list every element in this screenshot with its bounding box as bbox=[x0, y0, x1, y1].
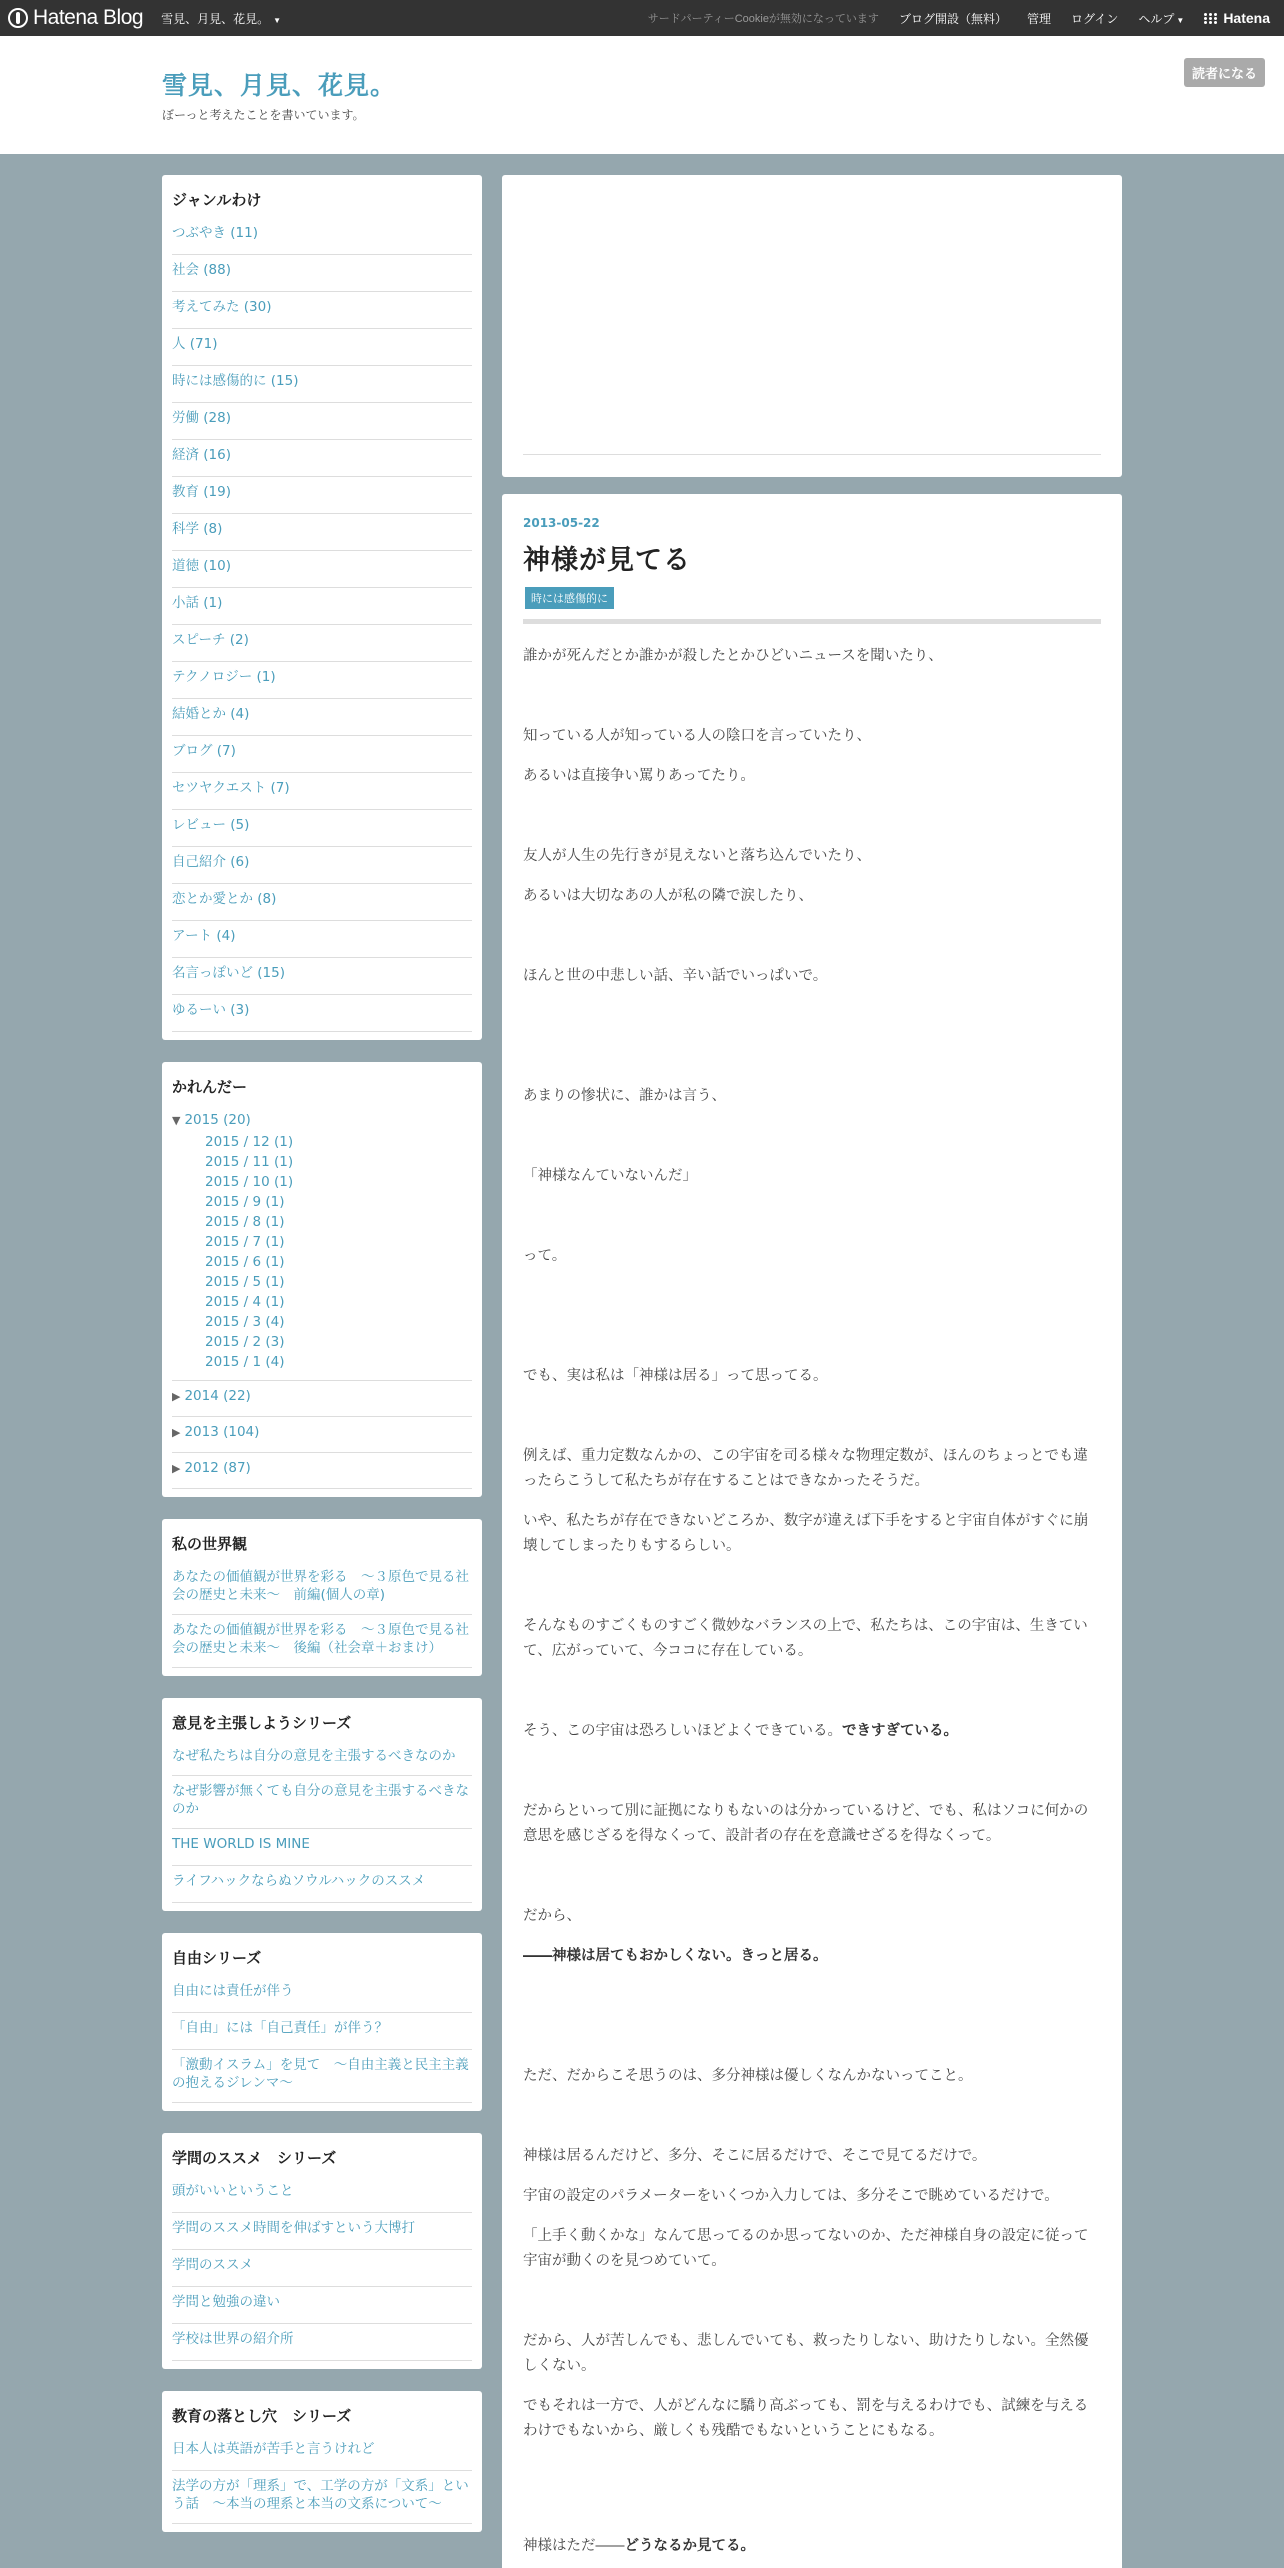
archive-month-link[interactable]: 2015 / 10 (1) bbox=[205, 1174, 294, 1190]
hatena-label: Hatena bbox=[1223, 10, 1270, 26]
sidebar-link[interactable]: ゆるーい (3) bbox=[172, 995, 472, 1032]
entry-paragraph: 宇宙の設定のパラメーターをいくつか入力しては、多分そこで眺めているだけで。 bbox=[523, 2188, 1059, 2204]
entry-paragraph bbox=[523, 1719, 1101, 1744]
global-header bbox=[0, 0, 1284, 36]
sidebar-link[interactable]: なぜ私たちは自分の意見を主張するべきなのか bbox=[172, 1741, 472, 1776]
entry-paragraph: って。 bbox=[523, 1248, 567, 1264]
ad-area bbox=[502, 175, 1122, 477]
entry-paragraph: ただ、だからこそ思うのは、多分神様は優しくなんかないってこと。 bbox=[523, 2068, 973, 2084]
entry-paragraph: 「上手く動くかな」なんて思ってるのか思ってないのか、ただ神様自身の設定に従って宇宙が動くのを見つめていて。 bbox=[523, 2228, 1089, 2269]
sidebar-link[interactable]: 経済 (16) bbox=[172, 440, 472, 477]
archive-year-toggle[interactable] bbox=[172, 1453, 472, 1489]
sidebar-link[interactable]: なぜ影響が無くても自分の意見を主張するべきなのか bbox=[172, 1776, 472, 1829]
sidebar-link[interactable]: 学問と勉強の違い bbox=[172, 2287, 472, 2324]
entry-paragraph: ほんと世の中悲しい話、辛い話でいっぱいで。 bbox=[523, 968, 828, 984]
sidebar bbox=[162, 175, 482, 2554]
entry-bold-text: ――神様は居てもおかしくない。きっと居る。 bbox=[523, 1948, 828, 1964]
sidebar-link[interactable]: レビュー (5) bbox=[172, 810, 472, 847]
entry-paragraph: でも、実は私は「神様は居る」って思ってる。 bbox=[523, 1368, 828, 1384]
module-title: 教育の落とし穴 シリーズ bbox=[172, 2407, 352, 2425]
archive-year-toggle[interactable] bbox=[172, 1105, 472, 1130]
logo-text: Hatena Blog bbox=[33, 6, 144, 29]
sidebar-link[interactable]: 自己紹介 (6) bbox=[172, 847, 472, 884]
entry-article bbox=[502, 494, 1122, 2568]
archive-closed-years bbox=[172, 1381, 472, 1489]
archive-month-link[interactable]: 2015 / 12 (1) bbox=[205, 1134, 294, 1150]
entry-text: そう、この宇宙は恐ろしいほどよくできている。 bbox=[523, 1723, 842, 1739]
sidebar-link[interactable]: 結婚とか (4) bbox=[172, 699, 472, 736]
archive-month-link[interactable]: 2015 / 5 (1) bbox=[205, 1274, 285, 1290]
sidebar-link[interactable]: テクノロジー (1) bbox=[172, 662, 472, 699]
archive-year-label: 2013 (104) bbox=[184, 1424, 260, 1440]
module-title: 意見を主張しようシリーズ bbox=[172, 1714, 352, 1732]
sidebar-link[interactable]: 労働 (28) bbox=[172, 403, 472, 440]
archive-month-link[interactable]: 2015 / 11 (1) bbox=[205, 1154, 294, 1170]
triangle-down-icon: ▼ bbox=[172, 1114, 181, 1127]
entry-paragraph bbox=[523, 1944, 1101, 1969]
blog-switcher[interactable] bbox=[161, 10, 281, 27]
help-menu[interactable] bbox=[1138, 10, 1184, 27]
sidebar-link[interactable]: あなたの価値観が世界を彩る ～３原色で見る社会の歴史と未来～ 前編(個人の章) bbox=[172, 1562, 472, 1615]
chevron-down-icon: ▼ bbox=[1176, 15, 1185, 25]
chevron-down-icon: ▼ bbox=[273, 15, 282, 25]
entry-paragraph: 誰かが死んだとか誰かが殺したとかひどいニュースを聞いたり、 bbox=[523, 648, 943, 664]
global-header-links bbox=[648, 0, 1284, 36]
divider bbox=[523, 454, 1101, 455]
admin-link[interactable]: 管理 bbox=[1026, 11, 1051, 26]
sidebar-link[interactable]: 「自由」には「自己責任」が伴う？ bbox=[172, 2013, 472, 2050]
education-series-module bbox=[162, 2391, 482, 2532]
archive-year-label: 2015 (20) bbox=[184, 1112, 251, 1128]
archive-month-link[interactable]: 2015 / 8 (1) bbox=[205, 1214, 285, 1230]
entry-paragraph: 友人が人生の先行きが見えないと落ち込んでいたり、 bbox=[523, 848, 871, 864]
archive-month-link[interactable]: 2015 / 2 (3) bbox=[205, 1334, 285, 1350]
archive-month-link[interactable]: 2015 / 3 (4) bbox=[205, 1314, 285, 1330]
calendar-module bbox=[162, 1062, 482, 1497]
hatena-blog-logo-icon bbox=[8, 8, 28, 28]
sidebar-link[interactable]: 科学 (8) bbox=[172, 514, 472, 551]
archive-month-link[interactable]: 2015 / 9 (1) bbox=[205, 1194, 285, 1210]
archive-year-toggle[interactable] bbox=[172, 1381, 472, 1417]
triangle-right-icon: ▶ bbox=[172, 1462, 181, 1475]
hatena-dots-icon bbox=[1204, 13, 1218, 24]
archive-month-link[interactable]: 2015 / 1 (4) bbox=[205, 1354, 285, 1370]
entry-paragraph: 知っている人が知っている人の陰口を言っていたり、 bbox=[523, 728, 871, 744]
opinion-series-module bbox=[162, 1698, 482, 1911]
entry-bold-text: どうなるか見てる。 bbox=[624, 2538, 755, 2554]
genre-module bbox=[162, 175, 482, 1040]
link-list bbox=[172, 2434, 472, 2524]
sidebar-link[interactable]: 人 (71) bbox=[172, 329, 472, 366]
module-title: かれんだー bbox=[172, 1078, 248, 1096]
entry-text: 神様はただ―― bbox=[523, 2538, 625, 2554]
module-title: 自由シリーズ bbox=[172, 1949, 262, 1967]
triangle-right-icon: ▶ bbox=[172, 1390, 181, 1403]
entry-category-tag[interactable]: 時には感傷的に bbox=[525, 587, 614, 609]
sidebar-link[interactable]: 道徳 (10) bbox=[172, 551, 472, 588]
entry-header-rule bbox=[523, 619, 1101, 624]
login-link[interactable]: ログイン bbox=[1070, 11, 1119, 26]
entry-paragraph: だから、 bbox=[523, 1908, 581, 1924]
archive-year-label: 2014 (22) bbox=[184, 1388, 251, 1404]
entry-title[interactable]: 神様が見てる bbox=[523, 545, 691, 576]
blog-header bbox=[0, 36, 1284, 154]
freedom-series-module bbox=[162, 1933, 482, 2111]
entry-bold-text: できすぎている。 bbox=[842, 1723, 958, 1739]
sidebar-link[interactable]: 日本人は英語が苦手と言うけれど bbox=[172, 2434, 472, 2471]
sidebar-link[interactable]: ライフハックならぬソウルハックのススメ bbox=[172, 1866, 472, 1903]
entry-paragraph: 例えば、重力定数なんかの、この宇宙を司る様々な物理定数が、ほんのちょっとでも違ったらこうして私たちが存在することはできなかったそうだ。 bbox=[523, 1448, 1088, 1489]
link-list bbox=[172, 1741, 472, 1903]
entry-paragraph: だから、人が苦しんでも、悲しんでいても、救ったりしない、助けたりしない。全然優しくない。 bbox=[523, 2333, 1089, 2374]
archive-year-toggle[interactable] bbox=[172, 1417, 472, 1453]
archive-month-link[interactable]: 2015 / 4 (1) bbox=[205, 1294, 285, 1310]
entry-paragraph: あまりの惨状に、誰かは言う、 bbox=[523, 1088, 726, 1104]
archive-year-label: 2012 (87) bbox=[184, 1460, 251, 1476]
sidebar-link[interactable]: 時には感傷的に (15) bbox=[172, 366, 472, 403]
module-title: 学問のススメ シリーズ bbox=[172, 2149, 337, 2167]
entry-paragraph: そんなものすごくものすごく微妙なバランスの上で、私たちは、この宇宙は、生きていて、広がっていて、今ココに存在している。 bbox=[523, 1618, 1088, 1659]
sidebar-link[interactable]: 考えてみた (30) bbox=[172, 292, 472, 329]
sidebar-link[interactable]: 学問のススメ時間を伸ばすという大博打 bbox=[172, 2213, 472, 2250]
entry-paragraph: あるいは直接争い罵りあってたり。 bbox=[523, 768, 755, 784]
sidebar-link[interactable]: 教育 (19) bbox=[172, 477, 472, 514]
subscribe-button[interactable]: 読者になる bbox=[1184, 58, 1265, 87]
sidebar-link[interactable]: THE WORLD IS MINE bbox=[172, 1829, 472, 1866]
hatena-blog-logo[interactable] bbox=[8, 6, 143, 30]
triangle-right-icon: ▶ bbox=[172, 1426, 181, 1439]
open-blog-link[interactable]: ブログ開設（無料） bbox=[898, 11, 1007, 26]
archive-month-list bbox=[172, 1130, 472, 1381]
sidebar-link[interactable]: スピーチ (2) bbox=[172, 625, 472, 662]
sidebar-link[interactable]: 法学の方が「理系」で、工学の方が「文系」という話 ～本当の理系と本当の文系について～ bbox=[172, 2471, 472, 2524]
module-title: 私の世界観 bbox=[172, 1535, 248, 1553]
blog-switcher-label: 雪見、月見、花見。 bbox=[161, 11, 270, 26]
category-list bbox=[172, 218, 472, 1032]
sidebar-link[interactable]: 学問のススメ bbox=[172, 2250, 472, 2287]
entry-paragraph: でもそれは一方で、人がどんなに驕り高ぶっても、罰を与えるわけでも、試練を与えるわけでもないから、厳しくも残酷でもないということにもなる。 bbox=[523, 2398, 1089, 2439]
module-title: ジャンルわけ bbox=[172, 191, 262, 209]
entry-paragraph bbox=[523, 2534, 1101, 2559]
blog-title[interactable]: 雪見、月見、花見。 bbox=[162, 71, 397, 100]
link-list bbox=[172, 2176, 472, 2361]
worldview-module bbox=[162, 1519, 482, 1676]
sidebar-link[interactable]: 頭がいいということ bbox=[172, 2176, 472, 2213]
hatena-menu[interactable] bbox=[1204, 10, 1270, 26]
link-list bbox=[172, 1562, 472, 1668]
sidebar-link[interactable]: 「激動イスラム」を見て ～自由主義と民主主義の抱えるジレンマ～ bbox=[172, 2050, 472, 2103]
sidebar-link[interactable]: 小話 (1) bbox=[172, 588, 472, 625]
cookie-notice: サードパーティーCookieが無効になっています bbox=[647, 13, 879, 25]
sidebar-link[interactable]: セツヤクエスト (7) bbox=[172, 773, 472, 810]
entry-paragraph: あるいは大切なあの人が私の隣で涙したり、 bbox=[523, 888, 813, 904]
entry-paragraph: いや、私たちが存在できないどころか、数字が違えば下手をすると宇宙自体がすぐに崩壊してしまったりもするらしい。 bbox=[523, 1513, 1089, 1554]
sidebar-link[interactable]: 名言っぽいど (15) bbox=[172, 958, 472, 995]
sidebar-link[interactable]: つぶやき (11) bbox=[172, 218, 472, 255]
help-label: ヘルプ bbox=[1138, 11, 1175, 26]
entry-paragraph: だからといって別に証拠になりもないのは分かっているけど、でも、私はソコに何かの意思を感じざるを得なくって、設計者の存在を意識せざるを得なくって。 bbox=[523, 1803, 1089, 1844]
link-list bbox=[172, 1976, 472, 2103]
sidebar-link[interactable]: アート (4) bbox=[172, 921, 472, 958]
sidebar-link[interactable]: ブログ (7) bbox=[172, 736, 472, 773]
sidebar-link[interactable]: 恋とか愛とか (8) bbox=[172, 884, 472, 921]
study-series-module bbox=[162, 2133, 482, 2369]
archive-month-link[interactable]: 2015 / 7 (1) bbox=[205, 1234, 285, 1250]
blog-description: ぼーっと考えたことを書いています。 bbox=[162, 108, 365, 122]
archive-month-link[interactable]: 2015 / 6 (1) bbox=[205, 1254, 285, 1270]
entry-date[interactable]: 2013-05-22 bbox=[523, 516, 600, 530]
sidebar-link[interactable]: 学校は世界の紹介所 bbox=[172, 2324, 472, 2361]
entry-paragraph: 「神様なんていないんだ」 bbox=[523, 1168, 697, 1184]
sidebar-link[interactable]: あなたの価値観が世界を彩る ～３原色で見る社会の歴史と未来～ 後編（社会章＋おまけ） bbox=[172, 1615, 472, 1668]
sidebar-link[interactable]: 社会 (88) bbox=[172, 255, 472, 292]
sidebar-link[interactable]: 自由には責任が伴う bbox=[172, 1976, 472, 2013]
entry-paragraph: 神様は居るんだけど、多分、そこに居るだけで、そこで見てるだけで。 bbox=[523, 2148, 987, 2164]
